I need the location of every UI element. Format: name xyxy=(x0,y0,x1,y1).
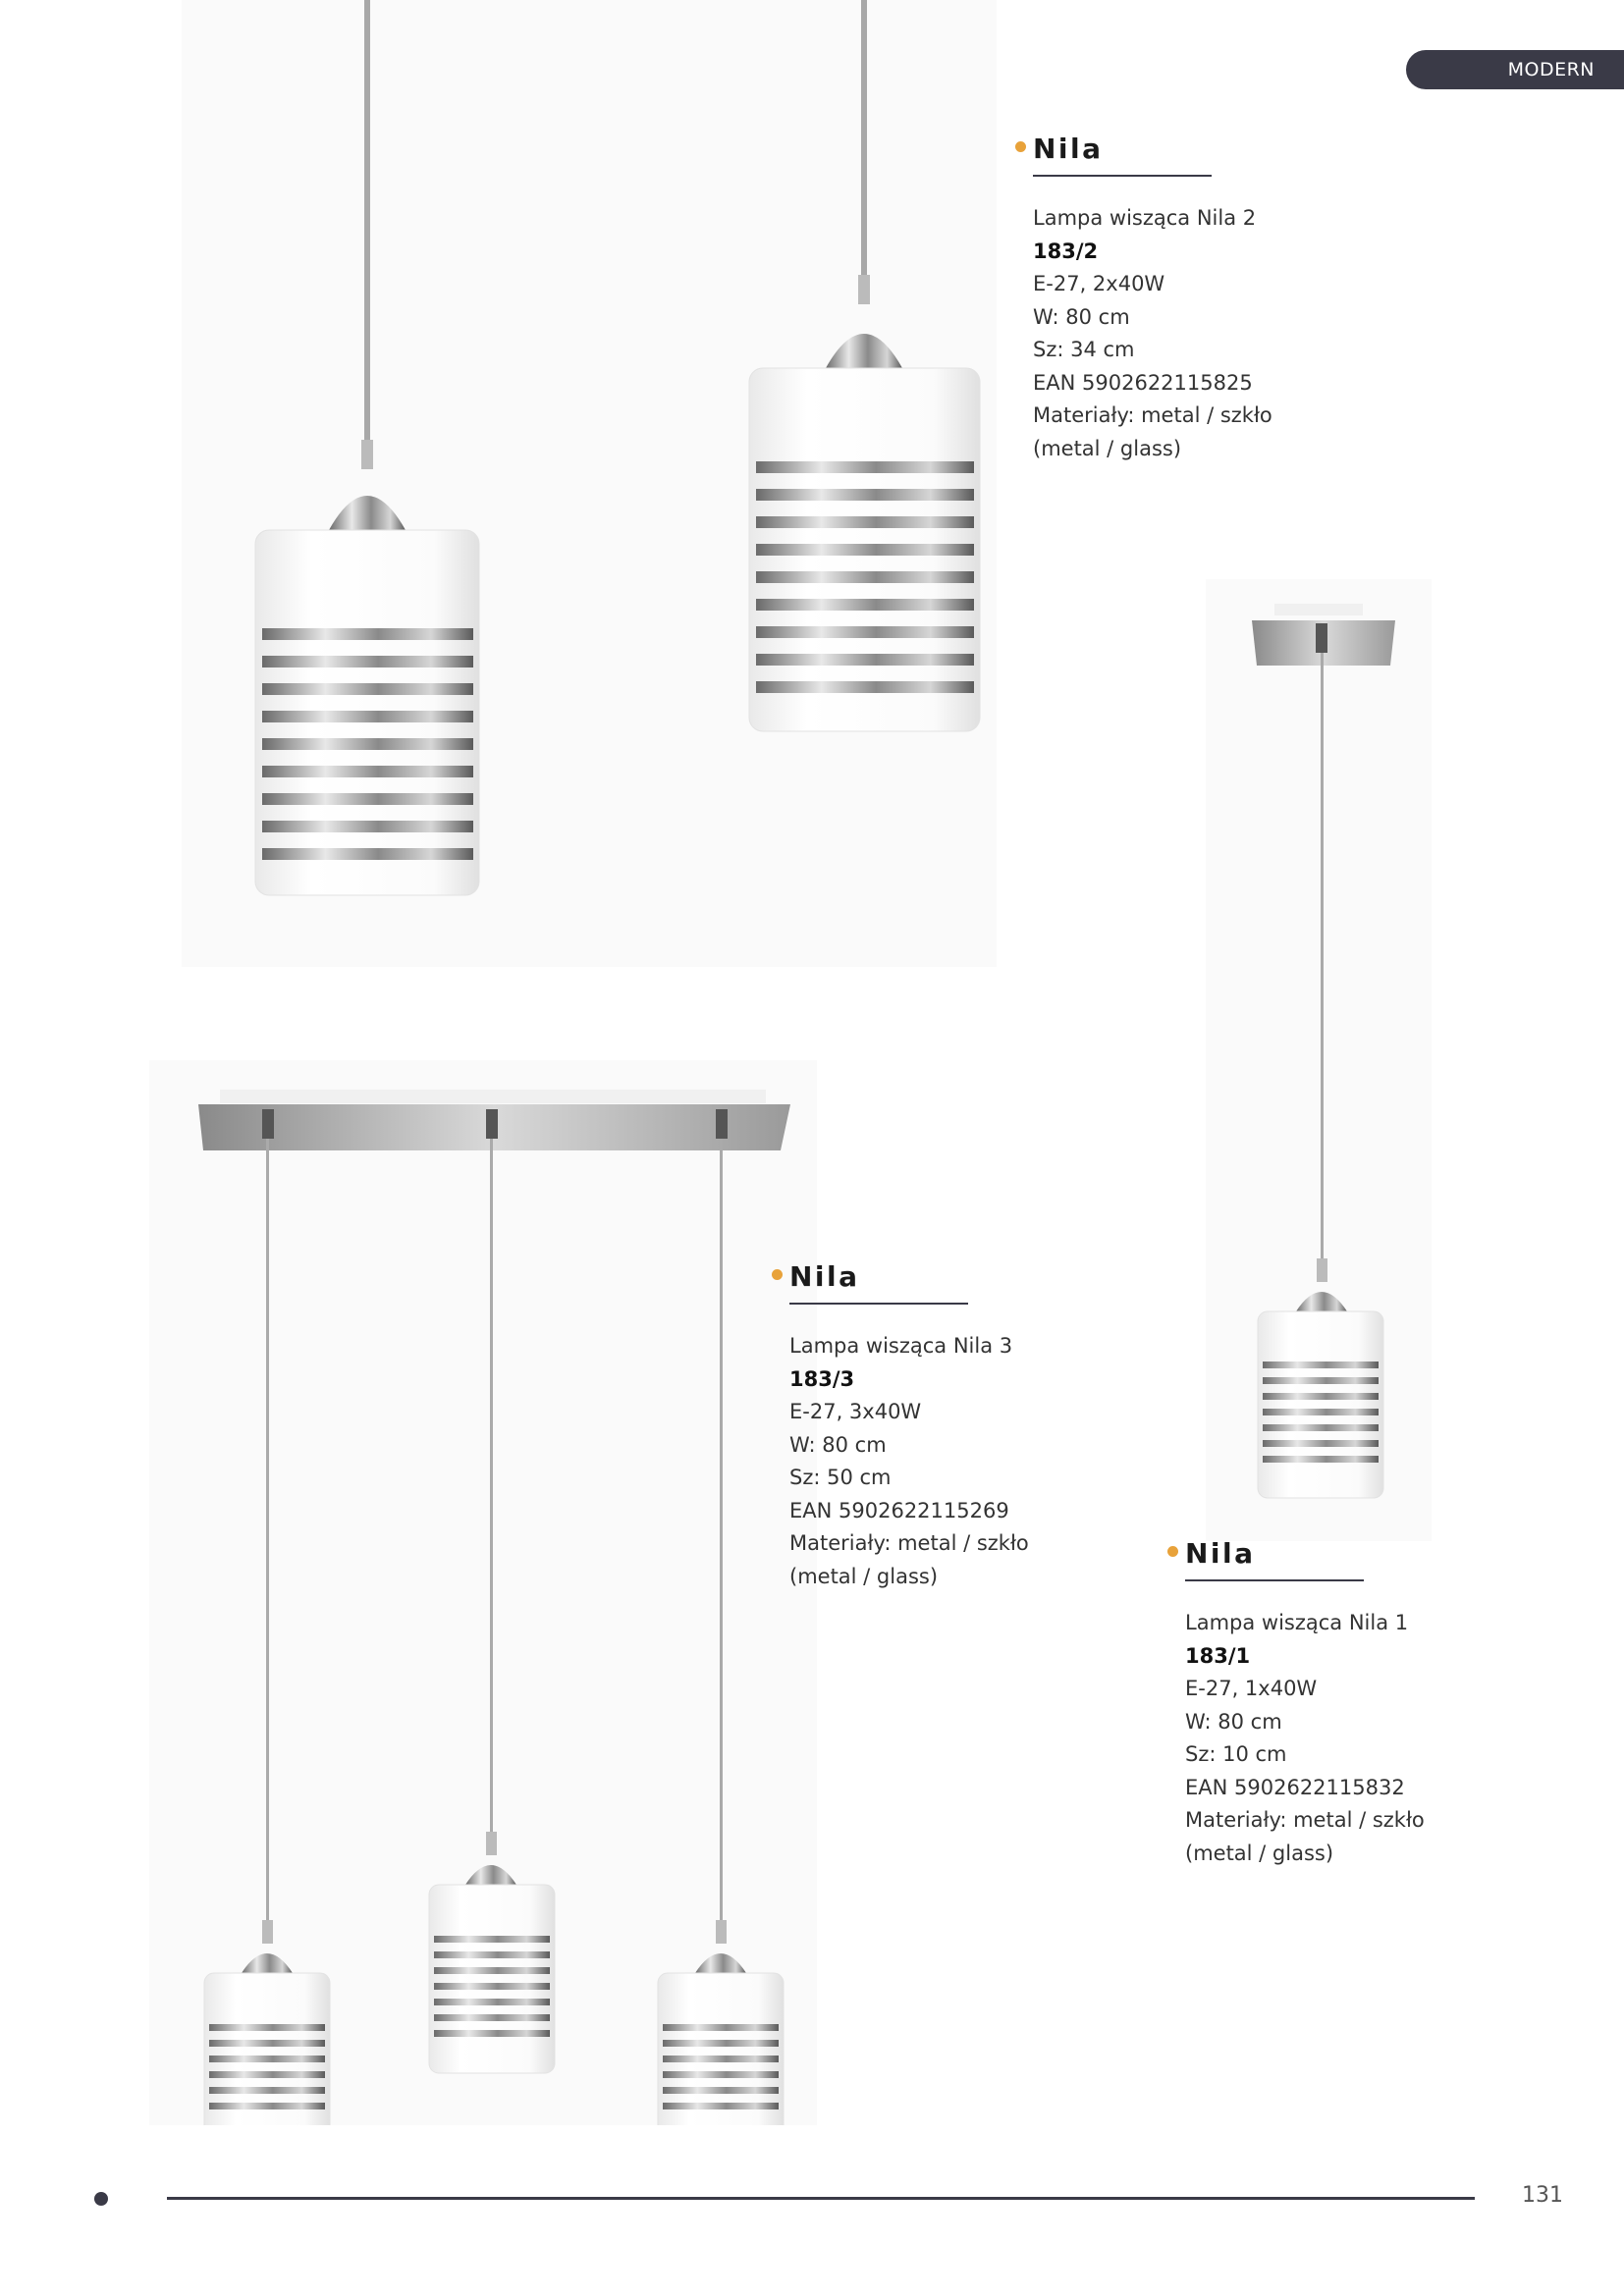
product-info-nila-2 xyxy=(1033,132,1272,465)
product-materials: Materiały: metal / szkło xyxy=(789,1531,1029,1555)
product-bulb-spec: E-27, 2x40W xyxy=(1033,272,1165,295)
product-height: W: 80 cm xyxy=(789,1432,887,1457)
bullet-icon xyxy=(1167,1546,1178,1557)
category-label: MODERN xyxy=(1507,59,1595,80)
page-number: 131 xyxy=(1522,2183,1563,2208)
product-materials-en: (metal / glass) xyxy=(1185,1841,1334,1865)
product-description: Lampa wisząca Nila 2 xyxy=(1033,206,1257,230)
product-title: Nila xyxy=(789,1260,860,1293)
product-materials-en: (metal / glass) xyxy=(789,1564,939,1588)
bullet-icon xyxy=(772,1269,783,1280)
title-underline xyxy=(1033,175,1212,177)
product-width: Sz: 50 cm xyxy=(789,1466,892,1489)
product-height: W: 80 cm xyxy=(1185,1709,1282,1734)
product-description: Lampa wisząca Nila 1 xyxy=(1185,1611,1409,1634)
product-bulb-spec: E-27, 3x40W xyxy=(789,1400,922,1423)
title-underline xyxy=(789,1303,968,1305)
product-info-nila-3 xyxy=(789,1259,1029,1593)
product-title: Nila xyxy=(1033,133,1104,165)
product-photo-nila-3 xyxy=(149,1060,817,2125)
product-description: Lampa wisząca Nila 3 xyxy=(789,1334,1013,1358)
product-photo-nila-1 xyxy=(1206,579,1432,1541)
product-materials: Materiały: metal / szkło xyxy=(1033,403,1272,427)
category-tab xyxy=(1406,50,1624,89)
product-ean: EAN 5902622115269 xyxy=(789,1498,1009,1522)
product-ean: EAN 5902622115825 xyxy=(1033,370,1253,395)
product-photo-nila-2 xyxy=(182,0,997,967)
title-underline xyxy=(1185,1579,1364,1581)
footer-rule xyxy=(167,2197,1475,2200)
product-width: Sz: 34 cm xyxy=(1033,338,1135,361)
product-bulb-spec: E-27, 1x40W xyxy=(1185,1677,1318,1700)
product-materials-en: (metal / glass) xyxy=(1033,436,1182,460)
product-code: 183/3 xyxy=(789,1366,855,1391)
bullet-icon xyxy=(1015,141,1026,152)
product-height: W: 80 cm xyxy=(1033,304,1130,329)
footer-dot-icon xyxy=(94,2192,108,2206)
product-code: 183/2 xyxy=(1033,239,1099,263)
product-materials: Materiały: metal / szkło xyxy=(1185,1808,1425,1832)
product-code: 183/1 xyxy=(1185,1643,1251,1668)
product-info-nila-1 xyxy=(1185,1536,1425,1870)
product-title: Nila xyxy=(1185,1537,1256,1570)
product-ean: EAN 5902622115832 xyxy=(1185,1775,1405,1799)
product-width: Sz: 10 cm xyxy=(1185,1742,1287,1766)
